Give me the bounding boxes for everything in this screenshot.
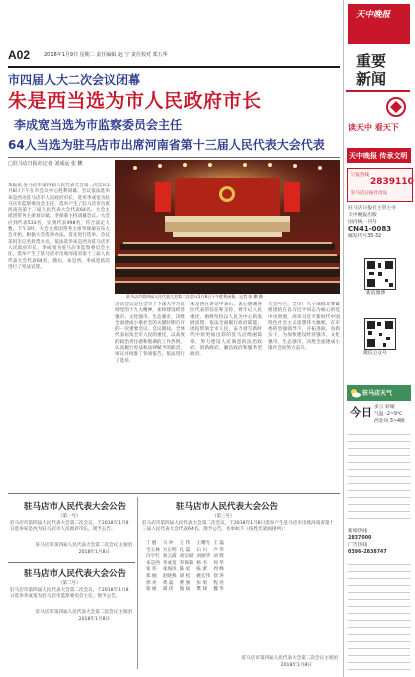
rail-cn: CN41-0083: [348, 225, 392, 233]
assembly-photo-graphic: [115, 160, 340, 294]
delegate-name: 朱是西: [146, 560, 160, 566]
rail-divider: [343, 0, 344, 677]
rail-publisher: 驻马店日报社主管主办: [348, 206, 396, 211]
delegate-names-row: [146, 587, 227, 594]
delegate-name: 王 伟: [179, 541, 191, 546]
delegate-name: 徐 涛: [213, 573, 224, 579]
qr-pattern-icon: [365, 319, 395, 349]
kicker: 市四届人大二次会议闭幕: [8, 73, 141, 87]
promo-banner-text: 天中晚报 传承文明: [349, 152, 408, 160]
delegate-name: 刘云霞: [162, 554, 177, 560]
delegate-name: 刘宗斌: [179, 554, 194, 560]
delegate-name-list: [146, 541, 227, 594]
page-code: A02: [8, 48, 31, 62]
masthead-logo-text: 天中晚报: [356, 10, 391, 20]
qr-weibo-label: 新浪微博: [366, 291, 386, 296]
delegate-name: 陈 星: [179, 567, 191, 573]
announcement-2-date: 2018年1月8日: [78, 617, 110, 622]
byline: □驻马店日报社记者 刘成运 张 鹏: [8, 161, 83, 167]
assembly-photo: [115, 160, 340, 294]
announcement-2-title: 驻马店市人民代表大会公告: [24, 569, 127, 579]
rail-postcode: 邮发代号35-32: [348, 234, 382, 239]
delegate-name: 胡 松: [179, 573, 191, 579]
hotline-ad-number: 2839110: [370, 177, 414, 187]
announcement-2-number: （第二号）: [58, 581, 81, 586]
delegate-name: 王 磊: [213, 541, 224, 546]
hotline-label: 新闻热线: [348, 529, 368, 534]
delegate-name: 周 峰: [213, 567, 224, 573]
delegate-names-row: [146, 554, 227, 561]
rail-info: [348, 205, 410, 240]
announcement-1-title: 驻马店市人民代表大会公告: [24, 502, 127, 512]
delegate-name: 张 伟: [146, 567, 157, 573]
rail-text-lines: [348, 430, 410, 520]
announcement-3-signature: 驻马店市第四届人民代表大会第二次会议主席团: [241, 656, 338, 661]
article-column-2: 朱是西在讲话中表示，衷心感谢各位代表的信任和支持，将牢记人民重托，始终坚持以人民为中心的发展思想，依法全面履行政府职能，团结带领全市人民，奋力谱写新时代中原更加出彩的驻马店绚丽篇章，努力建设人民满意的法治政府、创新政府、廉洁政府和服务型政府。: [190, 302, 262, 358]
qr-code-weibo[interactable]: [364, 258, 396, 290]
delegate-name: 刘丽华: [196, 554, 211, 560]
delegate-name: 卢 华: [213, 547, 224, 553]
delegate-name: 马 冲: [162, 541, 174, 546]
delegate-name: 毛玉林: [146, 547, 160, 553]
seal-icon: [383, 96, 409, 118]
announcements-rule: [8, 493, 340, 494]
delegate-name: 陈 蕾: [196, 567, 208, 573]
delegate-names-row: [146, 574, 227, 581]
delegate-name: 彭 勇: [196, 580, 208, 586]
ad-phone-label: 广告热线: [348, 543, 368, 548]
article-column-1: 这次会议是在全市上下深入学习贯彻党的十九大精神，加快建设经济强市、文化强市、生态强市，决胜全面建成小康社会的关键时期召开的一次重要会议。会议期间，全体代表肩负全市人民的重托，以高度的政治责任感和饱满的工作热情，认真履行宪法和法律赋予的职责，审议并批准了各项报告，依法进行了选举。: [115, 302, 185, 364]
delegate-name: 姚宏伟: [196, 573, 211, 579]
main-headline: 朱是西当选为市人民政府市长: [8, 90, 262, 112]
cloud-sun-icon: [350, 388, 361, 398]
announcement-2-signature: 驻马店市第四届人民代表大会第二次会议主席团: [35, 610, 132, 615]
ad-phone-number: 0396-2838747: [348, 550, 387, 555]
rail-edition: 天中晚报出版: [348, 213, 377, 218]
announcement-1-number: （第一号）: [58, 514, 81, 519]
announcement-1-body: 驻马店市第四届人民代表大会第二次会议，于2018年1月8日选举朱是西为驻马店市人民政府市长。现予公告。: [10, 521, 129, 533]
delegate-name: 程 亮: [213, 580, 224, 586]
delegate-name: 石 川: [196, 547, 208, 553]
article-column-left: 本报讯 驻马店市第四届人民代表大会第二次会议1月8日下午在市会议中心胜利闭幕。会议依法选举朱是西为驻马店市人民政府市长，选举李成宽为驻马店市监察委员会主任，选举产生了驻马店市出席河南省第十三届人民代表大会代表64名。大会主席团常务主席刘宗斌、李保菊主持闭幕会议。大会应到代表533名，实到代表498名，符合法定人数。下午3时，大会主席团常务主席李保菊宣布大会开始。根据大会选举办法，首先进行选举。会议采用无记名投票方式，依法选举朱是西为驻马店市人民政府市长，李成宽为驻马店市监察委员会主任，选举产生了驻马店市出席河南省第十三届人民代表大会代表64名。随后，朱是西、李成宽依次进行了宪法宣誓。: [8, 183, 110, 270]
promo-slogan: 读天中 看天下: [348, 123, 399, 132]
announcement-3-number: （第三号）: [212, 514, 235, 519]
delegate-name: 何 华: [213, 560, 224, 566]
delegate-name: 谭 伟: [162, 587, 174, 593]
delegate-name: 赵晓燕: [162, 573, 177, 579]
photo-caption: 驻马店市第四届人民代表大会第二次会议1月8日下午胜利闭幕。记者 张 鹏 摄: [126, 294, 263, 299]
hotline-ad-label: 订报热线: [351, 173, 369, 178]
top-rule: [8, 66, 340, 68]
delegate-name: 樊 锋: [196, 587, 208, 593]
subhead-2: 64人当选为驻马店市出席河南省第十三届人民代表大会代表: [8, 138, 325, 152]
subhead-1: 李成宽当选为市监察委员会主任: [14, 118, 183, 132]
delegate-name: 郑 刚: [146, 573, 157, 579]
announcement-1-date: 2018年1月8日: [78, 550, 110, 555]
rail-text-lines-bottom: [348, 560, 410, 670]
section-title-line1: 重要: [356, 52, 387, 70]
weather-line-1: 多云 转晴: [374, 405, 395, 410]
weather-title: 驻马店天气: [362, 390, 393, 397]
announcement-3-body: 驻马店市第四届人民代表大会第二次会议，于2018年1月8日选举产生驻马店市出席河南省第十三届人民代表大会代表64名。现予公告。名单如下（按姓氏笔画排列）：: [142, 521, 335, 533]
delegate-name: 魏 华: [213, 587, 224, 593]
announcement-2-body: 驻马店市第四届人民代表大会第二次会议，于2018年1月8日选举李成宽为驻马店市监察委员会主任。现予公告。: [10, 588, 129, 600]
rail-rule: [346, 90, 410, 92]
rail-issue: 国内统一刊号: [348, 220, 377, 225]
hotline-number: 2837000: [348, 536, 372, 541]
delegate-names-row: [146, 567, 227, 574]
delegate-name: 黄 磊: [162, 580, 174, 586]
delegate-name: 王曙光: [196, 541, 211, 546]
delegate-name: 方正明: [162, 547, 177, 553]
delegate-name: 郭 亮: [146, 580, 157, 586]
weather-details: [374, 404, 412, 425]
announcement-3-title: 驻马店市人民代表大会公告: [176, 502, 279, 512]
section-title-line2: 新闻: [356, 70, 387, 88]
delegate-name: 曹 强: [179, 580, 191, 586]
hotline-ad-footer: 驻马店日报社出品: [351, 191, 387, 196]
announcement-3-date: 2018年1月8日: [280, 663, 312, 668]
weather-line-2: 气温 -2~9℃: [374, 412, 403, 417]
delegate-name: 杨 杰: [196, 560, 208, 566]
rail-filler-text: [348, 430, 410, 520]
delegate-name: 刘 辉: [213, 554, 224, 560]
dateline: 2018年1月9日 星期二 责任编辑 赵 宁 责任校对 郑五华: [44, 52, 168, 58]
headline-rule: [8, 157, 340, 158]
rail-contacts: [348, 528, 410, 556]
delegate-names-row: [146, 541, 227, 548]
delegate-name: 丁 健: [146, 541, 157, 546]
delegate-name: 张海风: [162, 567, 177, 573]
announcements-divider: [137, 497, 138, 669]
delegate-name: 冯宇红: [146, 554, 160, 560]
qr-wechat-label: 微信公众号: [363, 351, 387, 356]
article-column-3: 大会号召，全市广大干部群众要紧密团结在以习近平同志为核心的党中央周围，高举习近平新时代中国特色社会主义思想伟大旗帜，在市委的坚强领导下，开拓进取，真抓实干，为加快建设经济强市、文化强市、生态强市，决胜全面建成小康社会而努力奋斗。: [268, 302, 340, 352]
delegate-name: 李成宽: [162, 560, 177, 566]
delegate-name: 孔 磊: [179, 547, 191, 553]
announcement-separator: [8, 562, 135, 563]
delegate-names-table: [146, 541, 227, 594]
weather-line-3: 西北风 3~4级: [374, 419, 405, 424]
announcement-1-signature: 驻马店市第四届人民代表大会第二次会议主席团: [35, 543, 132, 548]
qr-code-wechat[interactable]: [364, 318, 396, 350]
delegate-name: 李保菊: [179, 560, 194, 566]
weather-today-label: 今日: [350, 406, 372, 419]
delegate-name: 蔡 敏: [146, 587, 157, 593]
qr-pattern-icon: [365, 259, 395, 289]
delegate-name: 熊 斌: [179, 587, 191, 593]
